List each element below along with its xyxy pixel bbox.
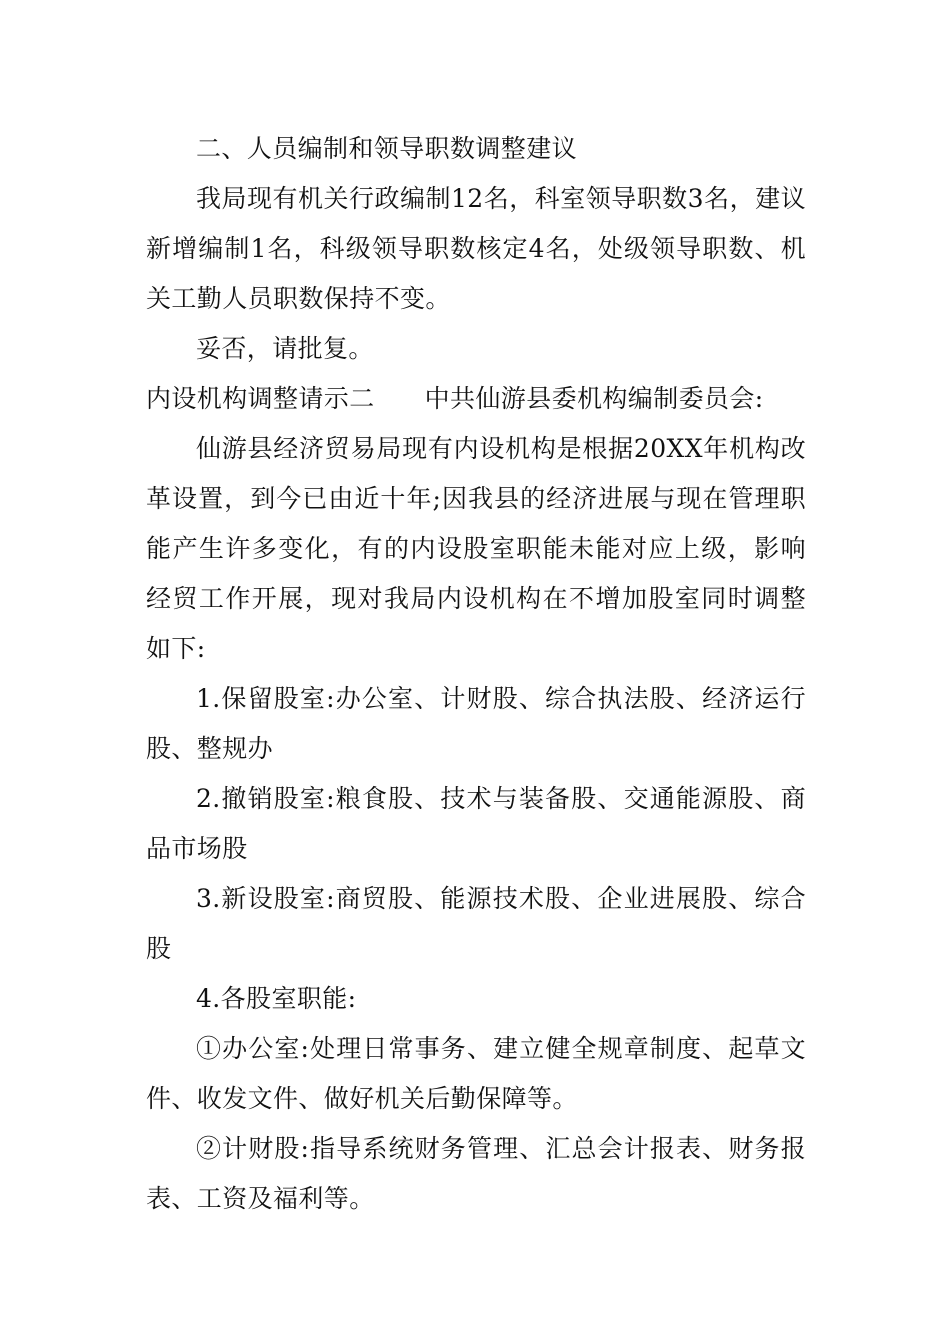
list-item-functions: 4.各股室职能: <box>196 984 357 1013</box>
addressee: 中共仙游县委机构编制委员会: <box>424 384 764 413</box>
duty-office: ①办公室:处理日常事务、建立健全规章制度、起草文件、收发文件、做好机关后勤保障等。 <box>146 1034 806 1113</box>
section-heading: 二、人员编制和领导职数调整建议 <box>196 134 578 163</box>
paragraph-intro: 仙游县经济贸易局现有内设机构是根据20XX年机构改革设置，到今已由近十年;因我县的经济进展与现在管理职能产生许多变化，有的内设股室职能未能对应上级，影响经贸工作开展，现对我局内设机构在不增加股室同时调整如下: <box>146 434 806 663</box>
list-item-retained: 1.保留股室:办公室、计财股、综合执法股、经济运行股、整规办 <box>146 684 806 763</box>
list-item-abolished: 2.撤销股室:粮食股、技术与装备股、交通能源股、商品市场股 <box>146 784 806 863</box>
duty-finance: ②计财股:指导系统财务管理、汇总会计报表、财务报表、工资及福利等。 <box>146 1134 806 1213</box>
list-item-new: 3.新设股室:商贸股、能源技术股、企业进展股、综合股 <box>146 884 806 963</box>
document-title: 内设机构调整请示二 <box>146 384 375 413</box>
document-title-line <box>146 374 806 424</box>
document-body <box>146 124 806 1224</box>
paragraph-request: 妥否，请批复。 <box>196 334 374 363</box>
paragraph-staffing: 我局现有机关行政编制12名，科室领导职数3名，建议新增编制1名，科级领导职数核定4名，处级领导职数、机关工勤人员职数保持不变。 <box>146 184 806 313</box>
